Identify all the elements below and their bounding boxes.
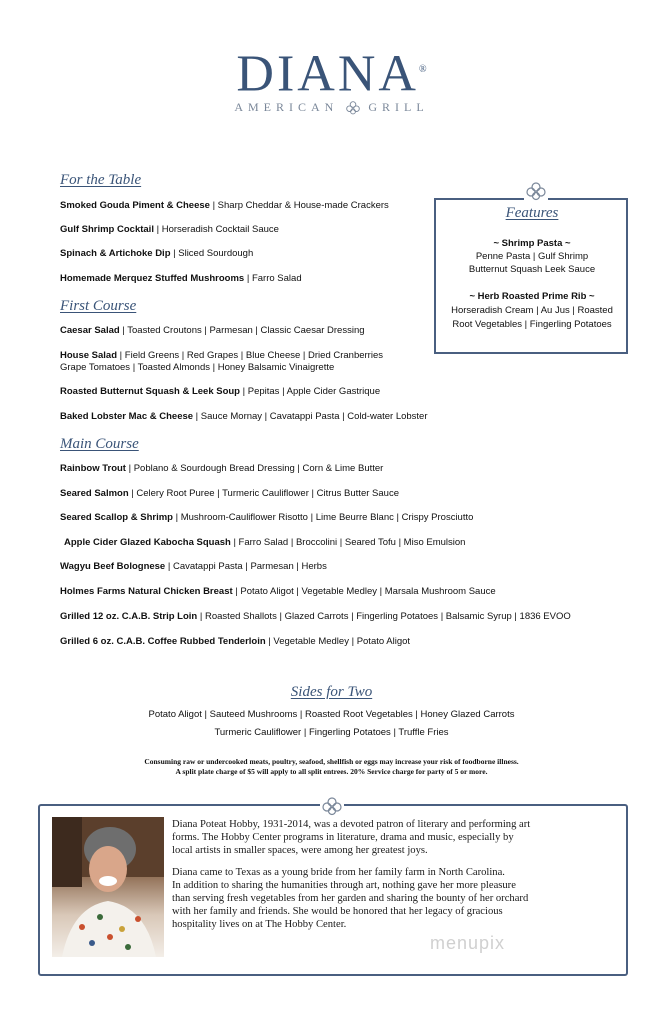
menu-item-name: Holmes Farms Natural Chicken Breast — [60, 586, 233, 597]
menu-item — [60, 462, 383, 475]
menu-item-name: Spinach & Artichoke Dip — [60, 248, 171, 259]
menu-item — [60, 324, 365, 337]
section-title-for-the-table: For the Table — [60, 172, 142, 188]
menu-item-name: Homemade Merquez Stuffed Mushrooms — [60, 273, 245, 284]
bio-line: In addition to sharing the humanities through art, nothing gave her more pleasure — [172, 880, 516, 891]
menu-item-desc: | Potato Aligot | Vegetable Medley | Marsala Mushroom Sauce — [232, 586, 496, 597]
menu-item-name: Wagyu Beef Bolognese — [60, 561, 166, 572]
menu-item — [60, 610, 571, 623]
menu-item-name: Grilled 6 oz. C.A.B. Coffee Rubbed Tenderloin — [60, 636, 266, 647]
portrait-photo — [52, 817, 164, 957]
menu-item-continued: Grape Tomatoes | Toasted Almonds | Honey Balsamic Vinaigrette — [60, 362, 335, 373]
menu-item — [60, 410, 428, 423]
menu-item-desc: | Horseradish Cocktail Sauce — [153, 224, 279, 235]
menu-item-desc: | Mushroom-Cauliflower Risotto | Lime Beurre Blanc | Crispy Prosciutto — [172, 512, 474, 523]
menu-item-desc: | Farro Salad | Broccolini | Seared Tofu | Miso Emulsion — [230, 537, 466, 548]
flower-icon — [346, 101, 360, 115]
flower-icon — [320, 796, 344, 816]
bio-line: with her family and friends. She would be honored that her legacy of gracious — [172, 906, 503, 917]
brand-logo — [0, 40, 663, 104]
menu-item-desc: | Vegetable Medley | Potato Aligot — [265, 636, 411, 647]
menu-item-name: Seared Scallop & Shrimp — [60, 512, 173, 523]
bio-line: Diana Poteat Hobby, 1931-2014, was a devoted patron of literary and performing art — [172, 819, 531, 830]
menu-item-desc: | Cavatappi Pasta | Parmesan | Herbs — [165, 561, 327, 572]
menu-item-name: Seared Salmon — [60, 488, 129, 499]
bio-line: than serving fresh vegetables from her garden and sharing the bounty of her orchard — [172, 893, 529, 904]
registered-mark: ® — [418, 64, 427, 75]
menu-item-desc: | Poblano & Sourdough Bread Dressing | Corn & Lime Butter — [125, 463, 384, 474]
menu-item-name: Roasted Butternut Squash & Leek Soup — [60, 386, 240, 397]
feature-desc: Root Vegetables | Fingerling Potatoes — [452, 319, 612, 330]
menu-item-desc: | Toasted Croutons | Parmesan | Classic Caesar Dressing — [119, 325, 365, 336]
bio-line: local artists in smaller spaces, were among her greatest joys. — [172, 845, 428, 856]
menu-item — [60, 560, 327, 573]
menu-item-name: Baked Lobster Mac & Cheese — [60, 411, 194, 422]
menu-item-desc: | Sliced Sourdough — [170, 248, 254, 259]
menu-item — [60, 585, 496, 598]
menu-item-desc: | Roasted Shallots | Glazed Carrots | Fingerling Potatoes | Balsamic Syrup | 1836 EVOO — [197, 611, 571, 622]
menu-item — [64, 536, 465, 549]
menu-item-name: House Salad — [60, 350, 118, 361]
feature-title: ~ Shrimp Pasta ~ — [493, 238, 571, 249]
menu-item-name: Rainbow Trout — [60, 463, 126, 474]
menu-item-name: Caesar Salad — [60, 325, 120, 336]
feature-desc: Penne Pasta | Gulf Shrimp — [475, 251, 589, 262]
bio-line: forms. The Hobby Center programs in literature, drama and music, especially by — [172, 832, 514, 843]
health-notice: Consuming raw or undercooked meats, poultry, seafood, shellfish or eggs may increase your risk of foodborne illness. — [144, 757, 519, 766]
charge-notice: A split plate charge of $5 will apply to all split entrees. 20% Service charge for party of 5 or more. — [175, 767, 488, 776]
section-title-main-course: Main Course — [60, 436, 139, 452]
menu-item — [60, 487, 399, 500]
menu-item-desc: | Pepitas | Apple Cider Gastrique — [240, 386, 381, 397]
bio-line: Diana came to Texas as a young bride from her family farm in North Carolina. — [172, 867, 505, 878]
feature-desc: Horseradish Cream | Au Jus | Roasted — [451, 305, 613, 316]
menu-item-name: Gulf Shrimp Cocktail — [60, 224, 154, 235]
menu-item — [60, 199, 389, 212]
menu-item — [60, 385, 380, 398]
feature-title: ~ Herb Roasted Prime Rib ~ — [469, 291, 595, 302]
portrait-illustration — [52, 817, 164, 957]
brand-name: DIANA — [236, 45, 419, 103]
menu-item — [60, 247, 253, 260]
menu-item — [60, 223, 279, 236]
sides-line: Potato Aligot | Sauteed Mushrooms | Roasted Root Vegetables | Honey Glazed Carrots — [148, 709, 515, 720]
menu-item-desc: | Farro Salad — [244, 273, 302, 284]
sides-line: Turmeric Cauliflower | Fingerling Potatoes | Truffle Fries — [214, 727, 449, 738]
menu-item-desc: | Celery Root Puree | Turmeric Cauliflower | Citrus Butter Sauce — [128, 488, 399, 499]
menu-item-name: Grilled 12 oz. C.A.B. Strip Loin — [60, 611, 198, 622]
menu-item — [60, 635, 410, 648]
flower-icon — [524, 181, 548, 201]
bio-line: hospitality lives on at The Hobby Center. — [172, 919, 347, 930]
brand-subtitle — [0, 100, 663, 115]
features-title: Features — [505, 205, 559, 221]
menu-item — [60, 272, 302, 285]
menu-item-name: Apple Cider Glazed Kabocha Squash — [64, 537, 231, 548]
feature-desc: Butternut Squash Leek Sauce — [468, 264, 596, 275]
section-title-first-course: First Course — [60, 298, 137, 314]
menu-item-desc: | Sauce Mornay | Cavatappi Pasta | Cold-water Lobster — [193, 411, 428, 422]
brand-subtitle-right: GRILL — [368, 100, 429, 114]
watermark: menupix — [430, 933, 506, 953]
menu-item-desc: | Sharp Cheddar & House-made Crackers — [209, 200, 389, 211]
brand-subtitle-left: AMERICAN — [234, 100, 339, 114]
menu-item-name: Smoked Gouda Piment & Cheese — [60, 200, 210, 211]
menu-item — [60, 511, 473, 524]
section-title-sides: Sides for Two — [290, 684, 373, 700]
menu-item-desc: | Field Greens | Red Grapes | Blue Cheese | Dried Cranberries — [117, 350, 383, 361]
